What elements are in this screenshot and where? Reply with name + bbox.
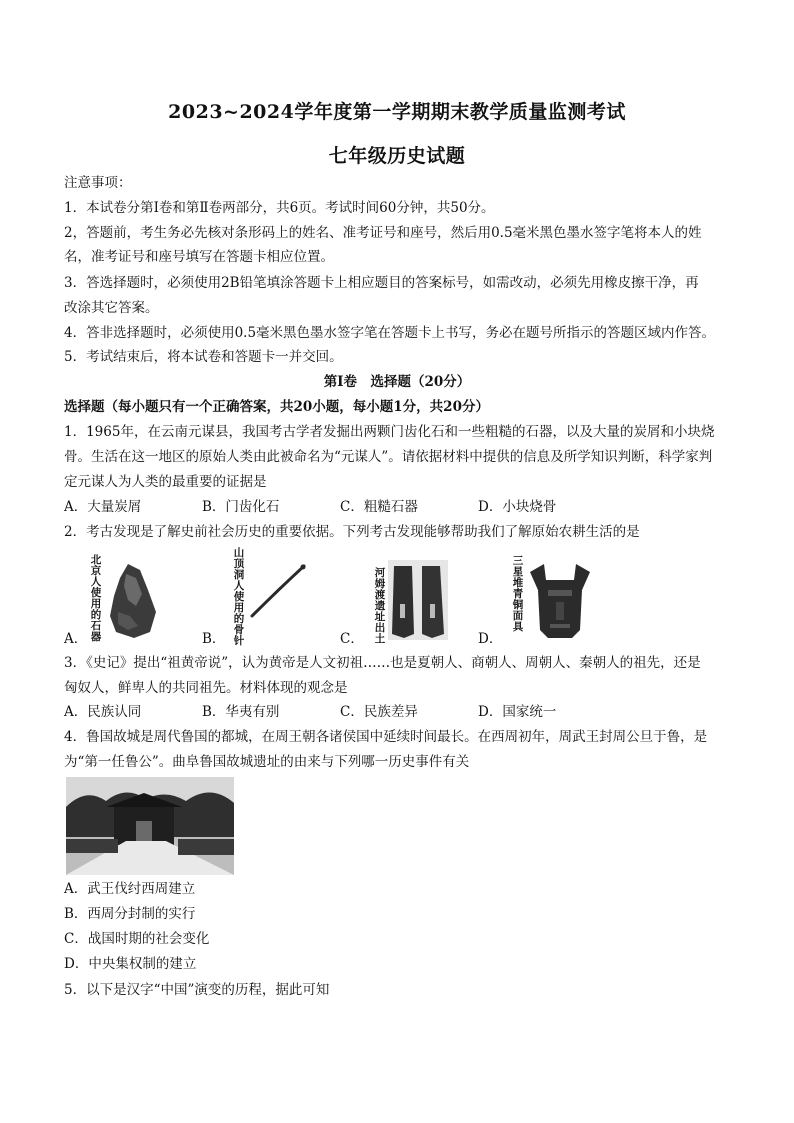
lu-city-ruins-photo (66, 777, 234, 875)
question-1-line: 定元谋人为人类的最重要的证据是 (64, 474, 267, 490)
notes-line: 改涂其它答案。 (64, 300, 159, 316)
question-4-line: 4．鲁国故城是周代鲁国的都城，在周王朝各诸侯国中延续时间最长。在西周初年，周武王封周公旦于鲁，是 (64, 729, 708, 745)
question-2-caption-a: 北京人使用的石器 (90, 554, 102, 643)
notes-line: 5．考试结束后，将本试卷和答题卡一并交回。 (64, 349, 343, 365)
question-3-option-c: C．民族差异 (340, 704, 418, 720)
question-2-stem: 2．考古发现是了解史前社会历史的重要依据。下列考古发现能够帮助我们了解原始农耕生活的是 (64, 524, 640, 540)
question-2-option-d-letter: D． (478, 631, 503, 647)
notes-line: 2，答题前，考生务必先核对条形码上的姓名、准考证号和座号，然后用0.5毫米黑色墨水签字笔将本人的姓 (64, 225, 702, 241)
question-4-option-b: B．西周分封制的实行 (64, 906, 196, 922)
question-2-caption-c: 河姆渡遗址出土 (374, 567, 386, 645)
question-3-option-b: B．华夷有别 (202, 704, 280, 720)
question-1-line: 骨。生活在这一地区的原始人类由此被命名为“元谋人”。请依据材料中提供的信息及所学知识判断，科学家判 (64, 449, 713, 465)
question-3-option-d: D．国家统一 (478, 704, 557, 720)
notes-line: 3．答选择题时，必须使用2B铅笔填涂答题卡上相应题目的答案标号，如需改动，必须先用橡皮擦干净，再 (64, 275, 699, 291)
exam-subtitle: 七年级历史试题 (328, 145, 466, 167)
question-1-option-c: C．粗糙石器 (340, 499, 418, 515)
question-3-option-a: A．民族认同 (64, 704, 142, 720)
bone-needle-image (248, 560, 310, 620)
question-1-line: 1．1965年，在云南元谋县，我国考古学者发掘出两颗门齿化石和一些粗糙的石器，以及大量的炭屑和小块烧 (64, 424, 715, 440)
question-2-caption-d: 三星堆青铜面具 (512, 555, 524, 633)
stone-tool-image (106, 560, 158, 640)
notes-line: 1．本试卷分第Ⅰ卷和第Ⅱ卷两部分，共6页。考试时间60分钟，共50分。 (64, 200, 495, 216)
question-4-option-a: A．武王伐纣西周建立 (64, 881, 196, 897)
question-2-option-c-letter: C． (340, 631, 364, 647)
section-heading: 第Ⅰ卷 选择题（20分） (323, 374, 471, 390)
question-2-option-a-letter: A． (64, 631, 88, 647)
question-2-caption-b: 山顶洞人使用的骨针 (233, 547, 245, 647)
hemudu-artifact-image (388, 560, 448, 640)
bronze-mask-image (526, 560, 594, 640)
notes-line: 名，准考证号和座号填写在答题卡相应位置。 (64, 249, 334, 265)
question-1-option-d: D．小块烧骨 (478, 499, 557, 515)
question-1-option-a: A．大量炭屑 (64, 499, 142, 515)
question-4-line: 为“第一任鲁公”。曲阜鲁国故城遗址的由来与下列哪一历史事件有关 (64, 754, 470, 770)
exam-title: 2023~2024学年度第一学期期末教学质量监测考试 (168, 101, 626, 123)
notes-line: 4．答非选择题时，必须使用0.5毫米黑色墨水签字笔在答题卡上书写，务必在题号所指示的答题区域内作答。 (64, 325, 716, 341)
section-instruction: 选择题（每小题只有一个正确答案，共20小题，每小题1分，共20分） (64, 399, 489, 415)
question-3-line: 3．《史记》提出“祖黄帝说”，认为黄帝是人文初祖……也是夏朝人、商朝人、周朝人、秦朝人的祖先，还是 (64, 655, 701, 671)
question-3-line: 匈奴人，鲜卑人的共同祖先。材料体现的观念是 (64, 680, 348, 696)
question-5-stem: 5．以下是汉字“中国”演变的历程，据此可知 (64, 982, 330, 998)
question-4-option-c: C．战国时期的社会变化 (64, 931, 210, 947)
question-1-option-b: B．门齿化石 (202, 499, 280, 515)
question-2-option-b-letter: B． (202, 631, 226, 647)
question-4-option-d: D．中央集权制的建立 (64, 956, 197, 972)
notes-heading: 注意事项： (64, 175, 132, 191)
